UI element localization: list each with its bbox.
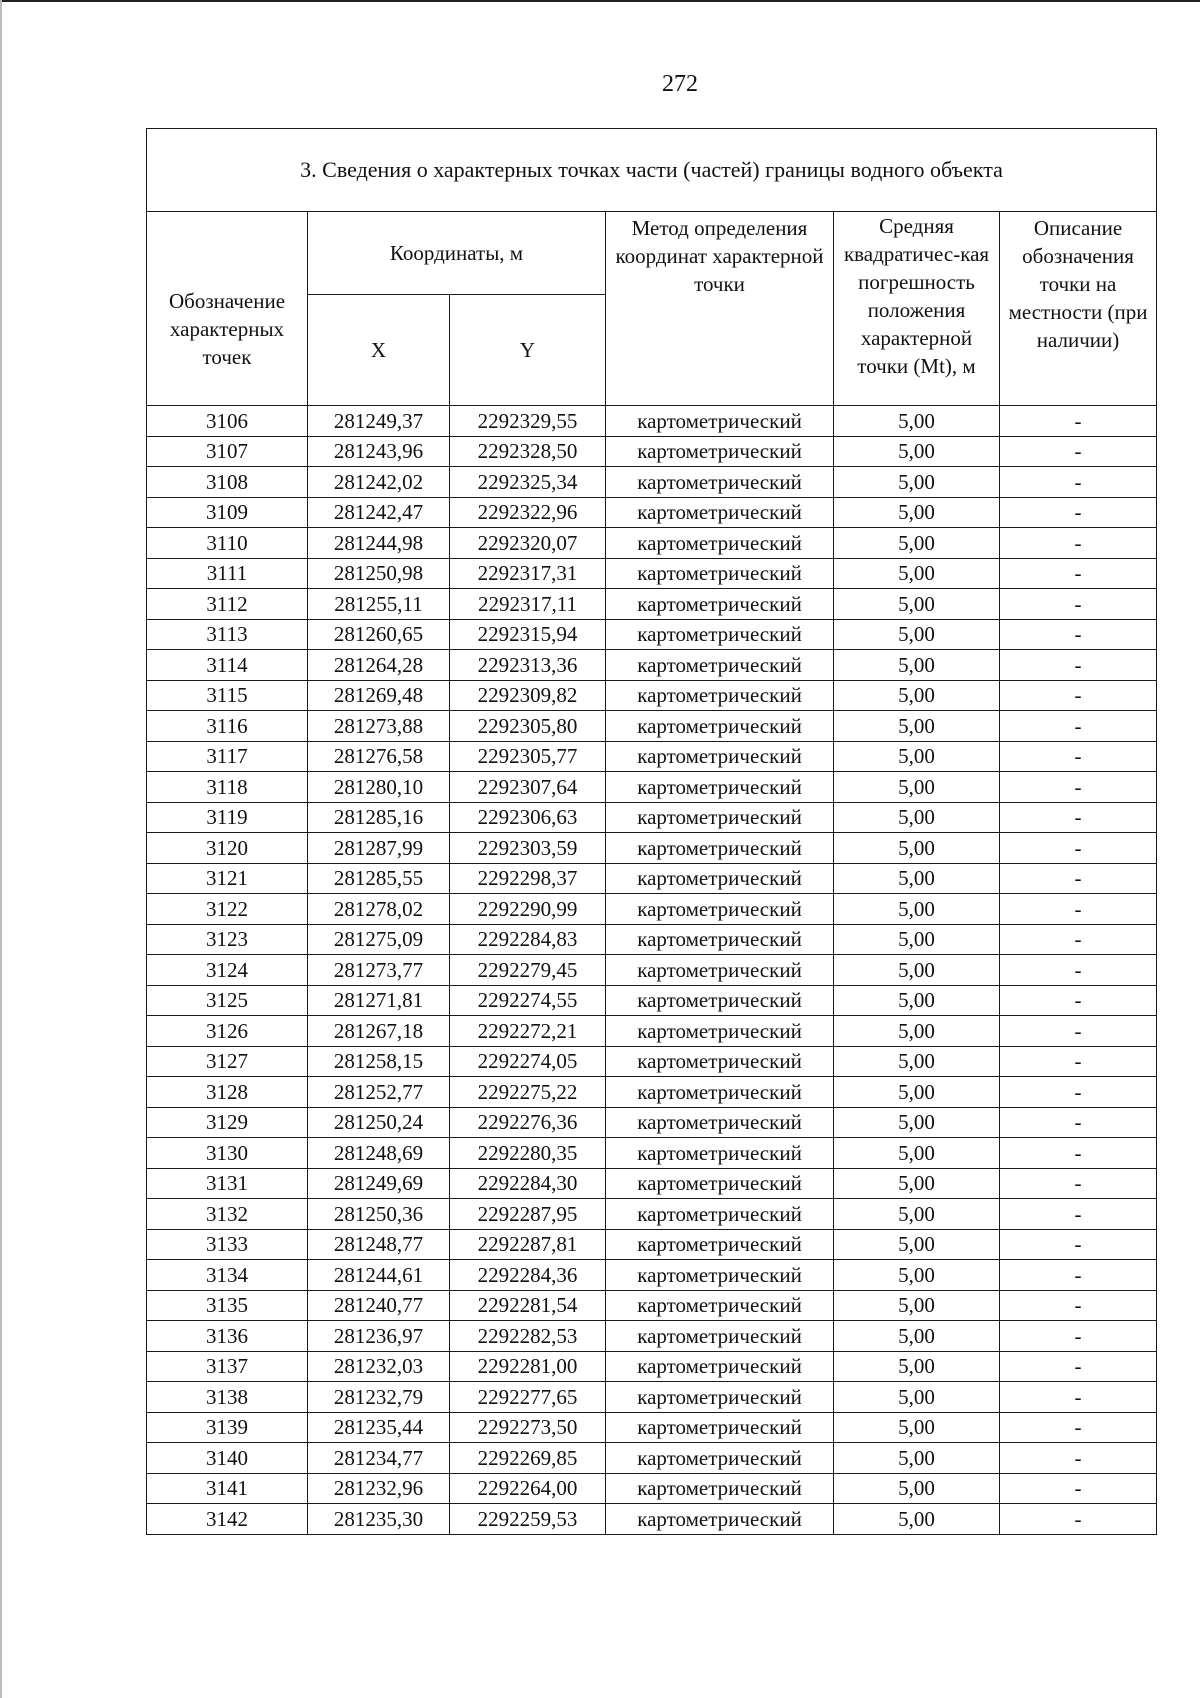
table-row (147, 894, 1157, 925)
cell-point: 3132 (147, 1199, 308, 1230)
cell-y: 2292329,55 (450, 406, 606, 437)
cell-point: 3127 (147, 1046, 308, 1077)
cell-description: - (1000, 1168, 1157, 1199)
cell-x: 281275,09 (308, 924, 450, 955)
cell-x: 281250,36 (308, 1199, 450, 1230)
cell-method: картометрический (606, 863, 834, 894)
table-row (147, 1077, 1157, 1108)
cell-error: 5,00 (834, 650, 1000, 681)
cell-x: 281273,88 (308, 711, 450, 742)
cell-description: - (1000, 1290, 1157, 1321)
cell-point: 3116 (147, 711, 308, 742)
table-row (147, 1168, 1157, 1199)
cell-description: - (1000, 1107, 1157, 1138)
cell-x: 281285,55 (308, 863, 450, 894)
cell-error: 5,00 (834, 1382, 1000, 1413)
cell-point: 3135 (147, 1290, 308, 1321)
cell-description: - (1000, 467, 1157, 498)
cell-point: 3106 (147, 406, 308, 437)
cell-description: - (1000, 1351, 1157, 1382)
cell-description: - (1000, 619, 1157, 650)
cell-error: 5,00 (834, 772, 1000, 803)
cell-point: 3109 (147, 497, 308, 528)
boundary-points-table (146, 128, 1157, 1535)
cell-y: 2292306,63 (450, 802, 606, 833)
cell-error: 5,00 (834, 1077, 1000, 1108)
header-coords: Координаты, м (308, 212, 606, 295)
cell-method: картометрический (606, 1199, 834, 1230)
cell-x: 281278,02 (308, 894, 450, 925)
cell-point: 3137 (147, 1351, 308, 1382)
cell-method: картометрический (606, 894, 834, 925)
cell-description: - (1000, 497, 1157, 528)
header-row-1 (147, 212, 1157, 295)
cell-error: 5,00 (834, 1443, 1000, 1474)
cell-description: - (1000, 1046, 1157, 1077)
cell-error: 5,00 (834, 955, 1000, 986)
cell-point: 3117 (147, 741, 308, 772)
cell-y: 2292320,07 (450, 528, 606, 559)
page-number: 272 (662, 71, 698, 97)
cell-y: 2292277,65 (450, 1382, 606, 1413)
cell-point: 3129 (147, 1107, 308, 1138)
cell-description: - (1000, 406, 1157, 437)
cell-error: 5,00 (834, 802, 1000, 833)
cell-error: 5,00 (834, 1260, 1000, 1291)
cell-error: 5,00 (834, 1351, 1000, 1382)
cell-x: 281273,77 (308, 955, 450, 986)
cell-x: 281248,69 (308, 1138, 450, 1169)
cell-method: картометрический (606, 467, 834, 498)
cell-y: 2292264,00 (450, 1473, 606, 1504)
cell-y: 2292303,59 (450, 833, 606, 864)
table-row (147, 1229, 1157, 1260)
header-x: X (308, 295, 450, 406)
cell-x: 281248,77 (308, 1229, 450, 1260)
cell-error: 5,00 (834, 1504, 1000, 1535)
table-row (147, 1351, 1157, 1382)
table-row (147, 467, 1157, 498)
cell-y: 2292309,82 (450, 680, 606, 711)
cell-x: 281250,24 (308, 1107, 450, 1138)
cell-x: 281232,96 (308, 1473, 450, 1504)
cell-method: картометрический (606, 650, 834, 681)
cell-error: 5,00 (834, 406, 1000, 437)
cell-x: 281242,47 (308, 497, 450, 528)
cell-error: 5,00 (834, 1199, 1000, 1230)
cell-y: 2292274,05 (450, 1046, 606, 1077)
cell-x: 281285,16 (308, 802, 450, 833)
cell-point: 3141 (147, 1473, 308, 1504)
cell-method: картометрический (606, 406, 834, 437)
header-description: Описание обозначения точки на местности (при наличии) (1000, 212, 1157, 406)
cell-description: - (1000, 1138, 1157, 1169)
cell-y: 2292282,53 (450, 1321, 606, 1352)
cell-point: 3140 (147, 1443, 308, 1474)
cell-y: 2292279,45 (450, 955, 606, 986)
cell-y: 2292259,53 (450, 1504, 606, 1535)
cell-method: картометрический (606, 955, 834, 986)
cell-point: 3115 (147, 680, 308, 711)
cell-error: 5,00 (834, 436, 1000, 467)
table-row (147, 802, 1157, 833)
cell-y: 2292290,99 (450, 894, 606, 925)
cell-y: 2292276,36 (450, 1107, 606, 1138)
cell-method: картометрический (606, 833, 834, 864)
cell-error: 5,00 (834, 1290, 1000, 1321)
cell-method: картометрический (606, 1412, 834, 1443)
cell-error: 5,00 (834, 1321, 1000, 1352)
table-row (147, 589, 1157, 620)
scan-edge-top (0, 0, 1200, 2)
cell-point: 3126 (147, 1016, 308, 1047)
cell-description: - (1000, 802, 1157, 833)
cell-point: 3128 (147, 1077, 308, 1108)
cell-point: 3113 (147, 619, 308, 650)
table-row (147, 1412, 1157, 1443)
cell-point: 3118 (147, 772, 308, 803)
cell-method: картометрический (606, 1473, 834, 1504)
table-row (147, 650, 1157, 681)
cell-method: картометрический (606, 528, 834, 559)
cell-method: картометрический (606, 436, 834, 467)
cell-y: 2292281,54 (450, 1290, 606, 1321)
cell-error: 5,00 (834, 833, 1000, 864)
cell-method: картометрический (606, 1229, 834, 1260)
cell-point: 3142 (147, 1504, 308, 1535)
table-row (147, 1016, 1157, 1047)
cell-x: 281249,37 (308, 406, 450, 437)
cell-point: 3124 (147, 955, 308, 986)
cell-y: 2292275,22 (450, 1077, 606, 1108)
cell-method: картометрический (606, 772, 834, 803)
cell-x: 281240,77 (308, 1290, 450, 1321)
cell-method: картометрический (606, 741, 834, 772)
cell-x: 281235,30 (308, 1504, 450, 1535)
table-row (147, 1290, 1157, 1321)
table-row (147, 711, 1157, 742)
cell-error: 5,00 (834, 619, 1000, 650)
cell-x: 281260,65 (308, 619, 450, 650)
table-row (147, 436, 1157, 467)
cell-y: 2292317,11 (450, 589, 606, 620)
cell-point: 3130 (147, 1138, 308, 1169)
cell-point: 3108 (147, 467, 308, 498)
table-row (147, 741, 1157, 772)
cell-description: - (1000, 1443, 1157, 1474)
cell-error: 5,00 (834, 863, 1000, 894)
cell-point: 3114 (147, 650, 308, 681)
cell-description: - (1000, 436, 1157, 467)
table-row (147, 924, 1157, 955)
table-row (147, 1199, 1157, 1230)
cell-y: 2292287,81 (450, 1229, 606, 1260)
cell-error: 5,00 (834, 711, 1000, 742)
cell-y: 2292305,80 (450, 711, 606, 742)
cell-x: 281244,98 (308, 528, 450, 559)
cell-y: 2292307,64 (450, 772, 606, 803)
cell-error: 5,00 (834, 741, 1000, 772)
cell-error: 5,00 (834, 1412, 1000, 1443)
cell-error: 5,00 (834, 1168, 1000, 1199)
header-point: Обозначение характерных точек (147, 212, 308, 406)
cell-error: 5,00 (834, 985, 1000, 1016)
cell-error: 5,00 (834, 1229, 1000, 1260)
header-y: Y (450, 295, 606, 406)
cell-x: 281252,77 (308, 1077, 450, 1108)
cell-y: 2292269,85 (450, 1443, 606, 1474)
cell-y: 2292313,36 (450, 650, 606, 681)
cell-y: 2292287,95 (450, 1199, 606, 1230)
cell-x: 281243,96 (308, 436, 450, 467)
cell-description: - (1000, 680, 1157, 711)
cell-method: картометрический (606, 680, 834, 711)
table-row (147, 680, 1157, 711)
cell-point: 3125 (147, 985, 308, 1016)
cell-point: 3139 (147, 1412, 308, 1443)
cell-description: - (1000, 558, 1157, 589)
table-row (147, 558, 1157, 589)
cell-y: 2292284,36 (450, 1260, 606, 1291)
cell-description: - (1000, 772, 1157, 803)
cell-error: 5,00 (834, 589, 1000, 620)
cell-method: картометрический (606, 1046, 834, 1077)
cell-y: 2292274,55 (450, 985, 606, 1016)
cell-point: 3112 (147, 589, 308, 620)
table-row (147, 1138, 1157, 1169)
cell-x: 281264,28 (308, 650, 450, 681)
cell-error: 5,00 (834, 924, 1000, 955)
cell-y: 2292325,34 (450, 467, 606, 498)
cell-description: - (1000, 1077, 1157, 1108)
cell-description: - (1000, 1199, 1157, 1230)
cell-point: 3123 (147, 924, 308, 955)
cell-method: картометрический (606, 1321, 834, 1352)
cell-y: 2292315,94 (450, 619, 606, 650)
section-title: 3. Сведения о характерных точках части (частей) границы водного объекта (147, 129, 1157, 212)
cell-point: 3119 (147, 802, 308, 833)
cell-description: - (1000, 955, 1157, 986)
cell-point: 3136 (147, 1321, 308, 1352)
cell-description: - (1000, 1260, 1157, 1291)
table-row (147, 1107, 1157, 1138)
cell-x: 281258,15 (308, 1046, 450, 1077)
table-row (147, 619, 1157, 650)
table-row (147, 1443, 1157, 1474)
cell-error: 5,00 (834, 528, 1000, 559)
cell-error: 5,00 (834, 497, 1000, 528)
cell-x: 281269,48 (308, 680, 450, 711)
cell-point: 3134 (147, 1260, 308, 1291)
cell-x: 281250,98 (308, 558, 450, 589)
cell-y: 2292284,83 (450, 924, 606, 955)
cell-x: 281242,02 (308, 467, 450, 498)
cell-method: картометрический (606, 1443, 834, 1474)
cell-x: 281276,58 (308, 741, 450, 772)
cell-x: 281280,10 (308, 772, 450, 803)
cell-point: 3120 (147, 833, 308, 864)
cell-description: - (1000, 1016, 1157, 1047)
cell-description: - (1000, 1382, 1157, 1413)
cell-error: 5,00 (834, 1107, 1000, 1138)
table-row (147, 406, 1157, 437)
cell-description: - (1000, 711, 1157, 742)
table-row (147, 497, 1157, 528)
cell-method: картометрический (606, 985, 834, 1016)
cell-description: - (1000, 1473, 1157, 1504)
cell-description: - (1000, 924, 1157, 955)
cell-description: - (1000, 741, 1157, 772)
cell-method: картометрический (606, 1382, 834, 1413)
cell-x: 281249,69 (308, 1168, 450, 1199)
cell-x: 281244,61 (308, 1260, 450, 1291)
cell-y: 2292322,96 (450, 497, 606, 528)
header-method: Метод определения координат характерной точки (606, 212, 834, 406)
cell-method: картометрический (606, 1016, 834, 1047)
cell-method: картометрический (606, 1504, 834, 1535)
cell-error: 5,00 (834, 1138, 1000, 1169)
cell-description: - (1000, 894, 1157, 925)
table-row (147, 1473, 1157, 1504)
cell-method: картометрический (606, 924, 834, 955)
header-error: Средняя квадратичес-кая погрешность положения характерной точки (Mt), м (834, 212, 1000, 406)
cell-error: 5,00 (834, 467, 1000, 498)
cell-point: 3133 (147, 1229, 308, 1260)
cell-x: 281255,11 (308, 589, 450, 620)
cell-method: картометрический (606, 1077, 834, 1108)
table-row (147, 1321, 1157, 1352)
cell-y: 2292273,50 (450, 1412, 606, 1443)
table-row (147, 1260, 1157, 1291)
cell-x: 281235,44 (308, 1412, 450, 1443)
table-row (147, 833, 1157, 864)
cell-y: 2292317,31 (450, 558, 606, 589)
table-body (147, 406, 1157, 1535)
cell-description: - (1000, 650, 1157, 681)
table-row (147, 955, 1157, 986)
cell-error: 5,00 (834, 680, 1000, 711)
cell-point: 3111 (147, 558, 308, 589)
cell-y: 2292272,21 (450, 1016, 606, 1047)
table-row (147, 863, 1157, 894)
table-row (147, 985, 1157, 1016)
cell-x: 281271,81 (308, 985, 450, 1016)
table-row (147, 528, 1157, 559)
scan-edge-left (0, 0, 2, 1698)
cell-point: 3107 (147, 436, 308, 467)
cell-y: 2292305,77 (450, 741, 606, 772)
cell-point: 3138 (147, 1382, 308, 1413)
cell-description: - (1000, 1504, 1157, 1535)
cell-description: - (1000, 1412, 1157, 1443)
cell-description: - (1000, 863, 1157, 894)
cell-method: картометрический (606, 1138, 834, 1169)
cell-error: 5,00 (834, 558, 1000, 589)
cell-description: - (1000, 528, 1157, 559)
cell-x: 281234,77 (308, 1443, 450, 1474)
cell-method: картометрический (606, 1107, 834, 1138)
cell-error: 5,00 (834, 1016, 1000, 1047)
cell-method: картометрический (606, 1168, 834, 1199)
cell-method: картометрический (606, 1260, 834, 1291)
cell-error: 5,00 (834, 894, 1000, 925)
cell-method: картометрический (606, 558, 834, 589)
cell-x: 281236,97 (308, 1321, 450, 1352)
cell-description: - (1000, 589, 1157, 620)
cell-method: картометрический (606, 1290, 834, 1321)
cell-method: картометрический (606, 619, 834, 650)
cell-x: 281287,99 (308, 833, 450, 864)
cell-y: 2292284,30 (450, 1168, 606, 1199)
cell-error: 5,00 (834, 1046, 1000, 1077)
table-row (147, 1382, 1157, 1413)
title-row (147, 129, 1157, 212)
cell-y: 2292328,50 (450, 436, 606, 467)
cell-x: 281267,18 (308, 1016, 450, 1047)
cell-description: - (1000, 833, 1157, 864)
table-row (147, 772, 1157, 803)
cell-x: 281232,79 (308, 1382, 450, 1413)
cell-y: 2292281,00 (450, 1351, 606, 1382)
cell-method: картометрический (606, 711, 834, 742)
cell-method: картометрический (606, 1351, 834, 1382)
cell-method: картометрический (606, 589, 834, 620)
cell-error: 5,00 (834, 1473, 1000, 1504)
cell-point: 3131 (147, 1168, 308, 1199)
cell-y: 2292280,35 (450, 1138, 606, 1169)
cell-point: 3110 (147, 528, 308, 559)
cell-method: картометрический (606, 497, 834, 528)
cell-method: картометрический (606, 802, 834, 833)
cell-point: 3122 (147, 894, 308, 925)
cell-y: 2292298,37 (450, 863, 606, 894)
cell-point: 3121 (147, 863, 308, 894)
cell-description: - (1000, 1229, 1157, 1260)
table-row (147, 1046, 1157, 1077)
cell-x: 281232,03 (308, 1351, 450, 1382)
cell-description: - (1000, 1321, 1157, 1352)
cell-description: - (1000, 985, 1157, 1016)
table-row (147, 1504, 1157, 1535)
